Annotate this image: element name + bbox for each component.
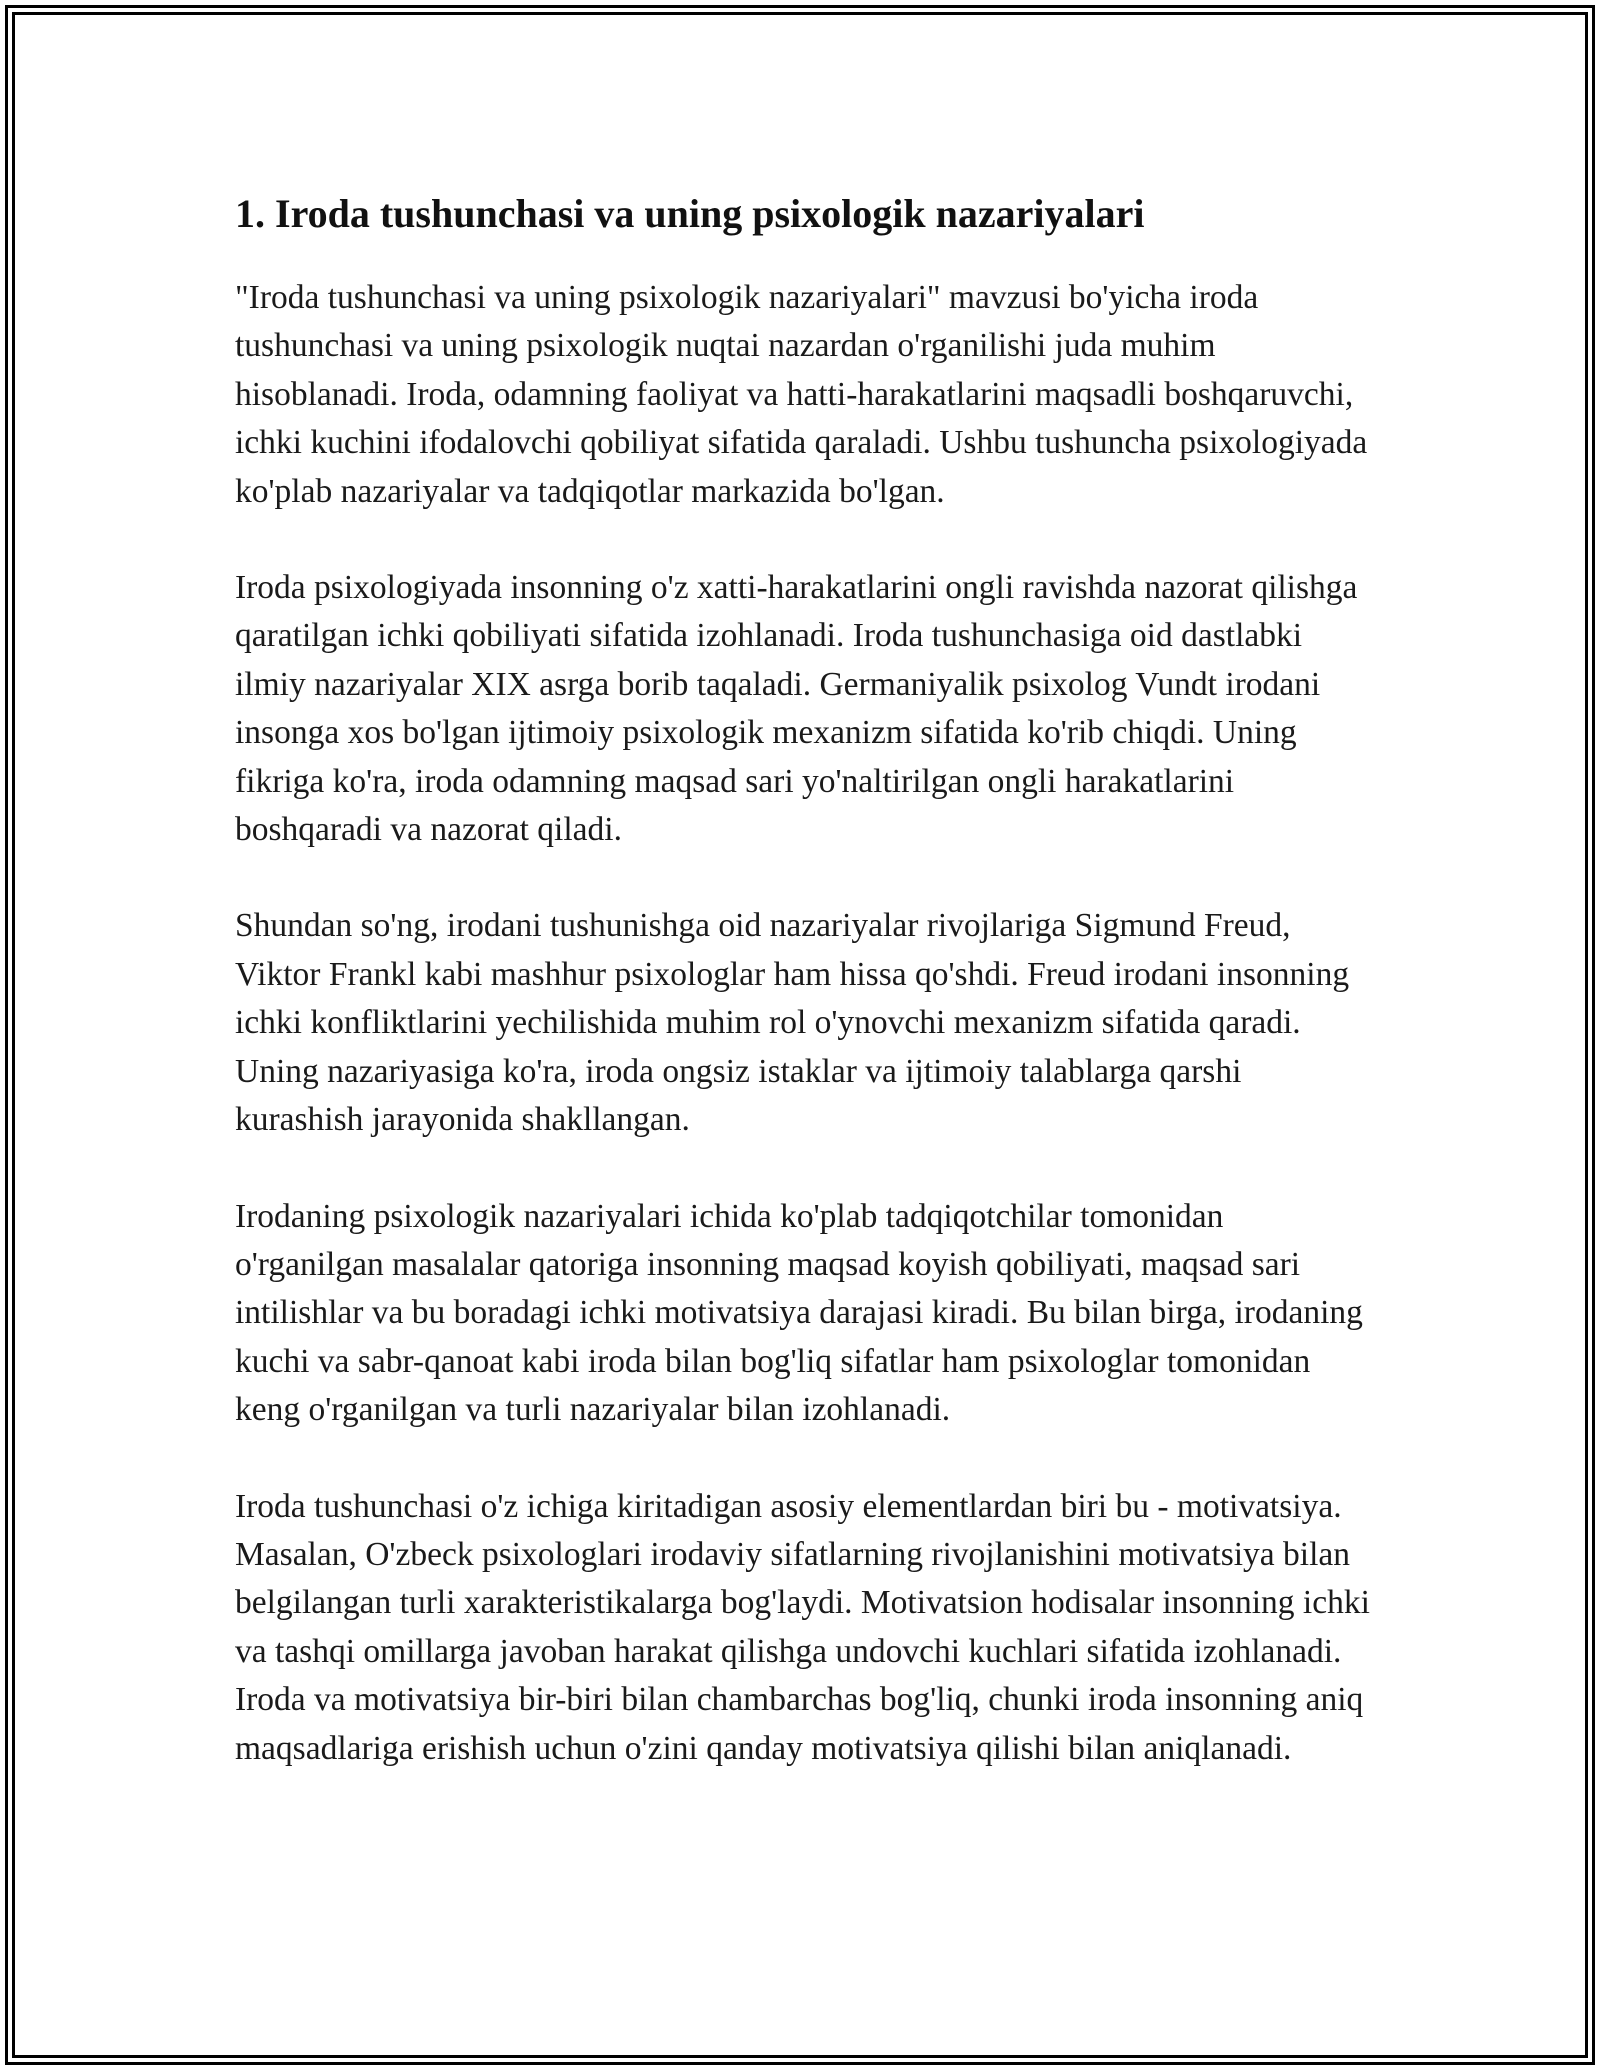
paragraph-4: Irodaning psixologik nazariyalari ichida ko'plab tadqiqotchilar tomonidan o'rganilgan masalalar qatoriga insonning maqsad koyish qobiliyati, maqsad sari intilishlar va bu boradagi ichki motivatsiya darajasi kiradi. Bu bilan birga, irodaning kuchi va sabr-qanoat kabi iroda bilan bog'liq sifatlar ham psixologlar tomonidan keng o'rganilgan va turli nazariyalar bilan izohlanadi. xyxy=(235,1197,1363,1429)
paragraph-3: Shundan so'ng, irodani tushunishga oid nazariyalar rivojlariga Sigmund Freud, Viktor Frankl kabi mashhur psixologlar ham hissa qo'shdi. Freud irodani insonning ichki konfliktlarini yechilishida muhim rol o'ynovchi mexanizm sifatida qaradi. Uning nazariyasiga ko'ra, iroda ongsiz istaklar va ijtimoiy talablarga qarshi kurashish jarayonida shakllangan. xyxy=(235,907,1350,1139)
paragraph-1: "Iroda tushunchasi va uning psixologik nazariyalari" mavzusi bo'yicha iroda tushunchasi va uning psixologik nuqtai nazardan o'rganilishi juda muhim hisoblanadi. Iroda, odamning faoliyat va hatti-harakatlarini maqsadli boshqaruvchi, ichki kuchini ifodalovchi qobiliyat sifatida qaraladi. Ushbu tushuncha psixologiyada ko'plab nazariyalar va tadqiqotlar markazida bo'lgan. xyxy=(235,279,1368,510)
paragraph-5: Iroda tushunchasi o'z ichiga kiritadigan asosiy elementlardan biri bu - motivatsiya. Masalan, O'zbeck psixologlari irodaviy sifatlarning rivojlanishini motivatsiya bilan belgilangan turli xarakteristikalarga bog'laydi. Motivatsion hodisalar insonning ichki va tashqi omillarga javoban harakat qilishga undovchi kuchlari sifatida izohlanadi. Iroda va motivatsiya bir-biri bilan chambarchas bog'liq, chunki iroda insonning aniq maqsadlariga erishish uchun o'zini qanday motivatsiya qilishi bilan aniqlanadi. xyxy=(235,1487,1370,1767)
section-heading: 1. Iroda tushunchasi va uning psixologik nazariyalari xyxy=(235,191,1145,236)
paragraph-2: Iroda psixologiyada insonning o'z xatti-harakatlarini ongli ravishda nazorat qilishga qaratilgan ichki qobiliyati sifatida izohlanadi. Iroda tushunchasiga oid dastlabki ilmiy nazariyalar XIX asrga borib taqaladi. Germaniyalik psixolog Vundt irodani insonga xos bo'lgan ijtimoiy psixologik mexanizm sifatida ko'rib chiqdi. Uning fikriga ko'ra, iroda odamning maqsad sari yo'naltirilgan ongli harakatlarini boshqaradi va nazorat qiladi. xyxy=(235,569,1358,849)
document-body xyxy=(235,188,1370,1773)
